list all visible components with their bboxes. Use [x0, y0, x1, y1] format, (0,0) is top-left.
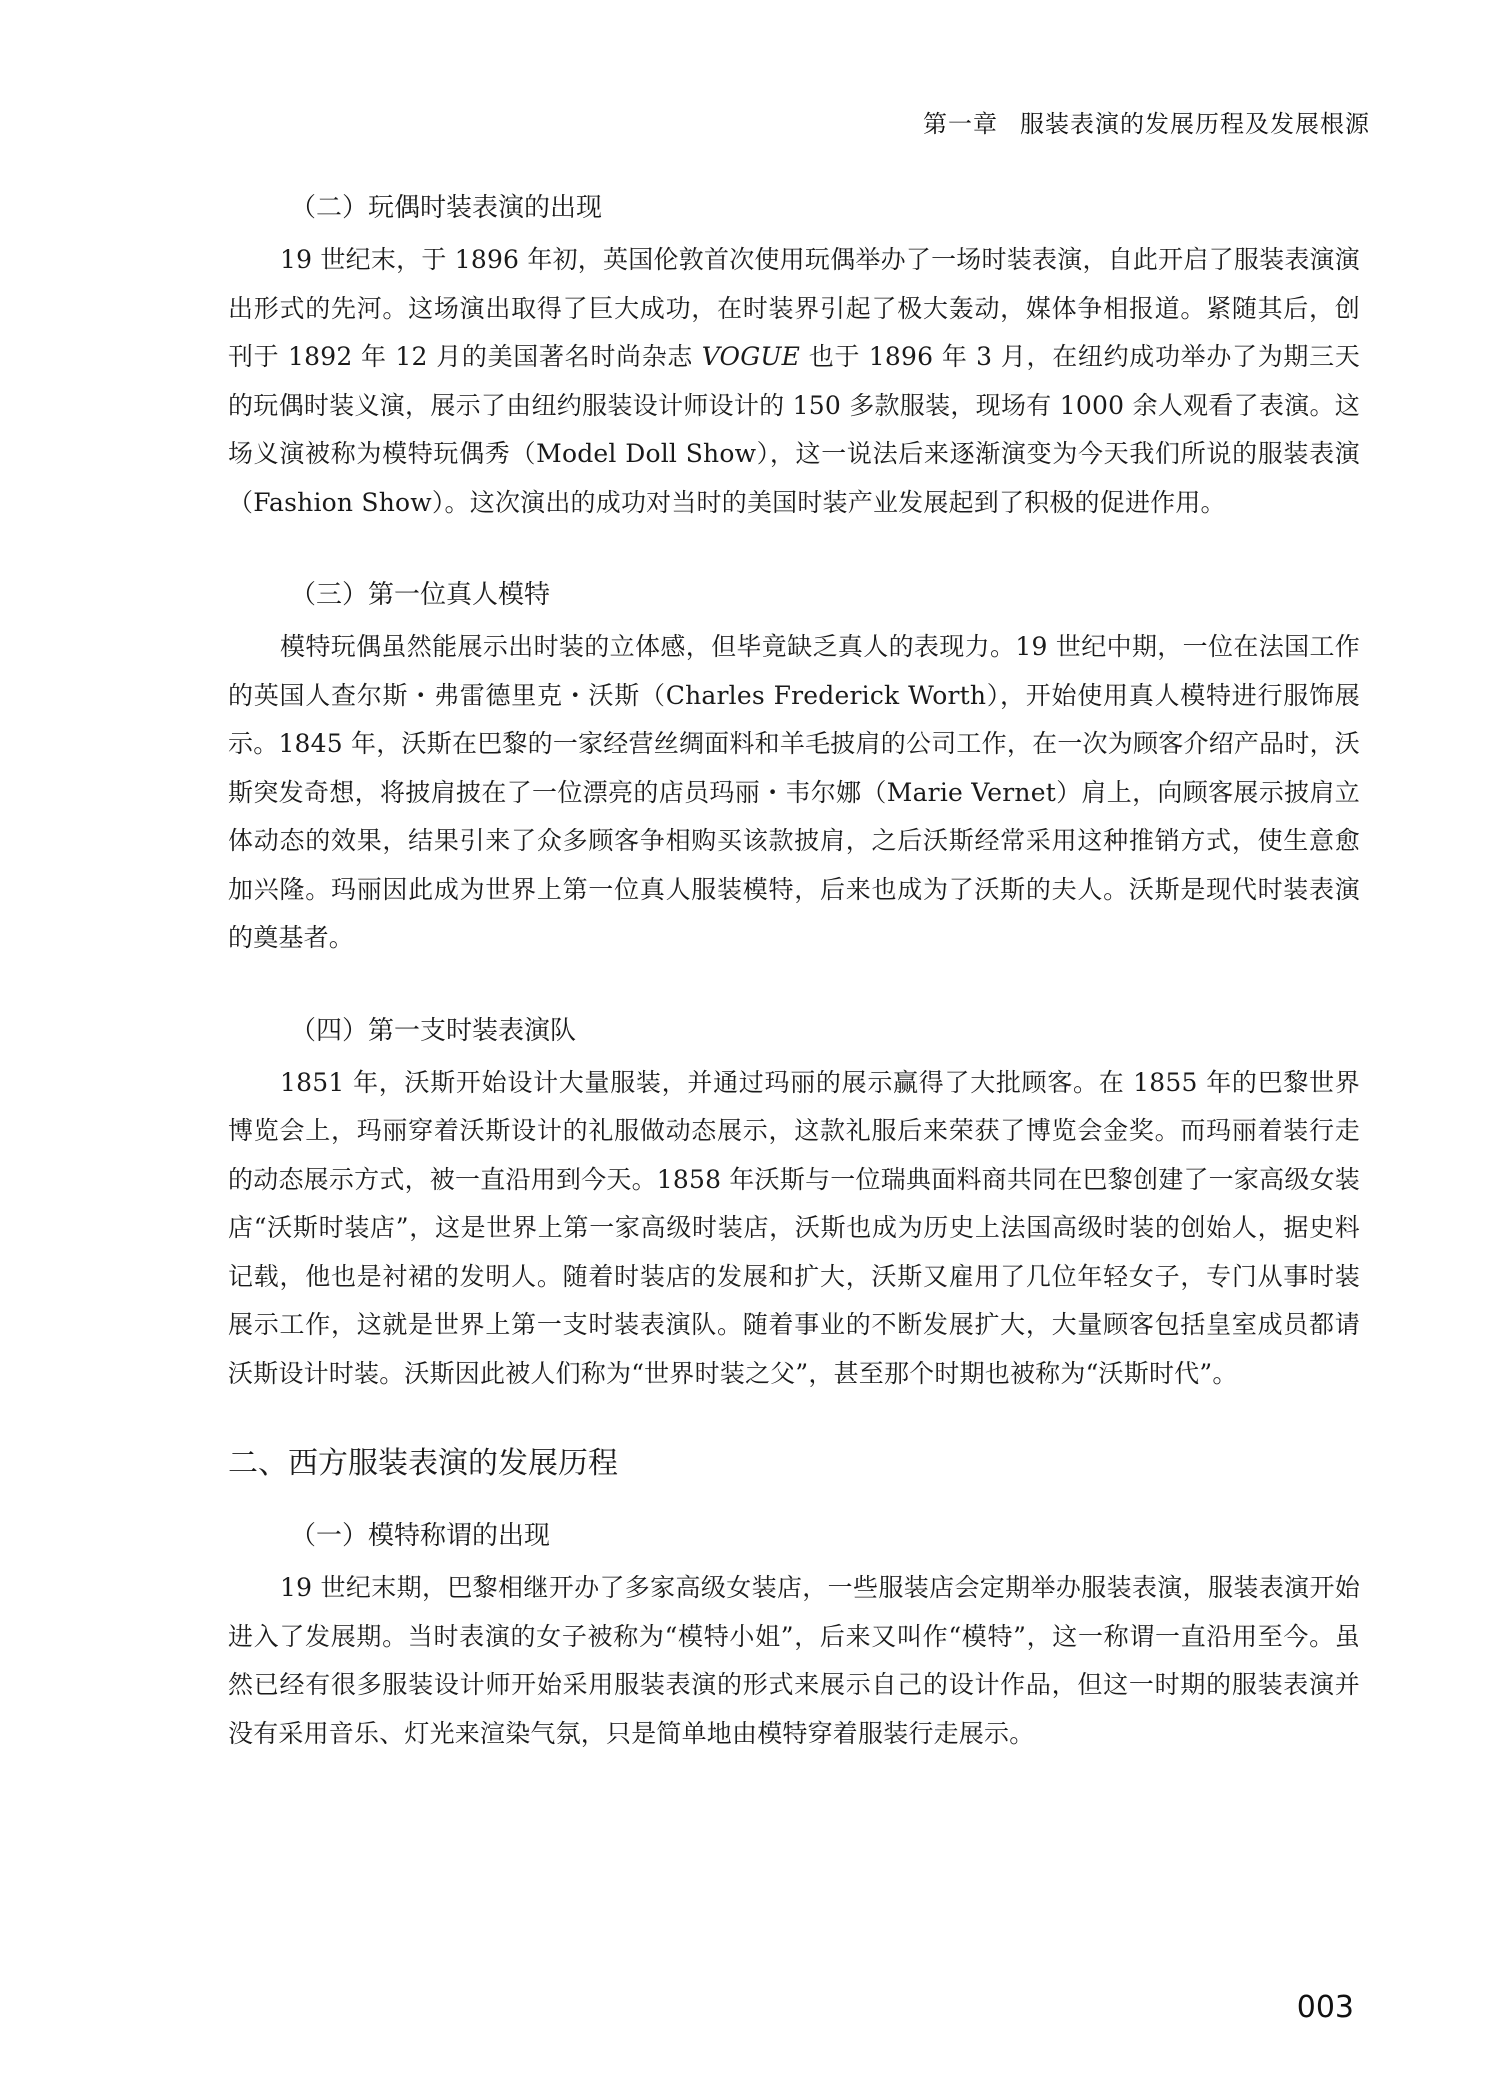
paragraph-first-model: 模特玩偶虽然能展示出时装的立体感，但毕竟缺乏真人的表现力。19 世纪中期，一位在法国工作的英国人查尔斯・弗雷德里克・沃斯（Charles Frederick Worth），开始使用真人模特进行服饰展示。1845 年，沃斯在巴黎的一家经营丝绸面料和羊毛披肩的公司工作，在一次为顾客介绍产品时，沃斯突发奇想，将披肩披在了一位漂亮的店员玛丽・韦尔娜（Marie Vernet）肩上，向顾客展示披肩立体动态的效果，结果引来了众多顾客争相购买该款披肩，之后沃斯经常采用这种推销方式，使生意愈加兴隆。玛丽因此成为世界上第一位真人服装模特，后来也成为了沃斯的夫人。沃斯是现代时装表演的奠基者。: [228, 632, 1360, 952]
spacer: [228, 1398, 1360, 1444]
header-title: 服装表演的发展历程及发展根源: [1020, 110, 1370, 138]
paragraph-doll-show-part2: 也于 1896 年 3 月，在纽约成功举办了为期三天的玩偶时装义演，展示了由纽约服装设计师设计的 150 多款服装，现场有 1000 余人观看了表演。这场义演被称为模特玩偶秀（Model Doll Show），这一说法后来逐渐演变为今天我们所说的服装表演（Fashion Show）。这次演出的成功对当时的美国时装产业发展起到了积极的促进作用。: [228, 342, 1360, 517]
section-heading-western: 二、西方服装表演的发展历程: [228, 1446, 618, 1481]
vogue-title: VOGUE: [701, 342, 801, 371]
page-content: [228, 190, 1360, 1758]
subsection-heading-first-model: （三）第一位真人模特: [290, 580, 551, 610]
subsection-heading-model-title: （一）模特称谓的出现: [290, 1521, 551, 1551]
subsection-heading-first-team: （四）第一支时装表演队: [290, 1015, 577, 1046]
spacer: [228, 963, 1360, 1013]
subsection-heading-doll-show: （二）玩偶时装表演的出现: [290, 193, 603, 223]
header-chapter: 第一章: [923, 110, 998, 138]
page-number: 003: [1296, 1990, 1354, 2025]
paragraph-first-team: 1851 年，沃斯开始设计大量服装，并通过玛丽的展示赢得了大批顾客。在 1855 年的巴黎世界博览会上，玛丽穿着沃斯设计的礼服做动态展示，这款礼服后来荣获了博览会金奖。而玛丽着装行走的动态展示方式，被一直沿用到今天。1858 年沃斯与一位瑞典面料商共同在巴黎创建了一家高级女装店“沃斯时装店”，这是世界上第一家高级时装店，沃斯也成为历史上法国高级时装的创始人，据史料记载，他也是衬裙的发明人。随着时装店的发展和扩大，沃斯又雇用了几位年轻女子，专门从事时装展示工作，这就是世界上第一支时装表演队。随着事业的不断发展扩大，大量顾客包括皇室成员都请沃斯设计时装。沃斯因此被人们称为“世界时装之父”，甚至那个时期也被称为“沃斯时代”。: [228, 1067, 1360, 1388]
spacer: [228, 527, 1360, 577]
running-header: [923, 104, 1370, 139]
paragraph-doll-show-part1: 19 世纪末，于 1896 年初，英国伦敦首次使用玩偶举办了一场时装表演，自此开启了服装表演演出形式的先河。这场演出取得了巨大成功，在时装界引起了极大轰动，媒体争相报道。紧随其后，创刊于 1892 年 12 月的美国著名时尚杂志: [228, 245, 1360, 371]
paragraph-model-title: 19 世纪末期，巴黎相继开办了多家高级女装店，一些服装店会定期举办服装表演，服装表演开始进入了发展期。当时表演的女子被称为“模特小姐”，后来又叫作“模特”，这一称谓一直沿用至今。虽然已经有很多服装设计师开始采用服装表演的形式来展示自己的设计作品，但这一时期的服装表演并没有采用音乐、灯光来渲染气氛，只是简单地由模特穿着服装行走展示。: [228, 1573, 1360, 1748]
paragraph-doll-show: [228, 236, 1360, 527]
